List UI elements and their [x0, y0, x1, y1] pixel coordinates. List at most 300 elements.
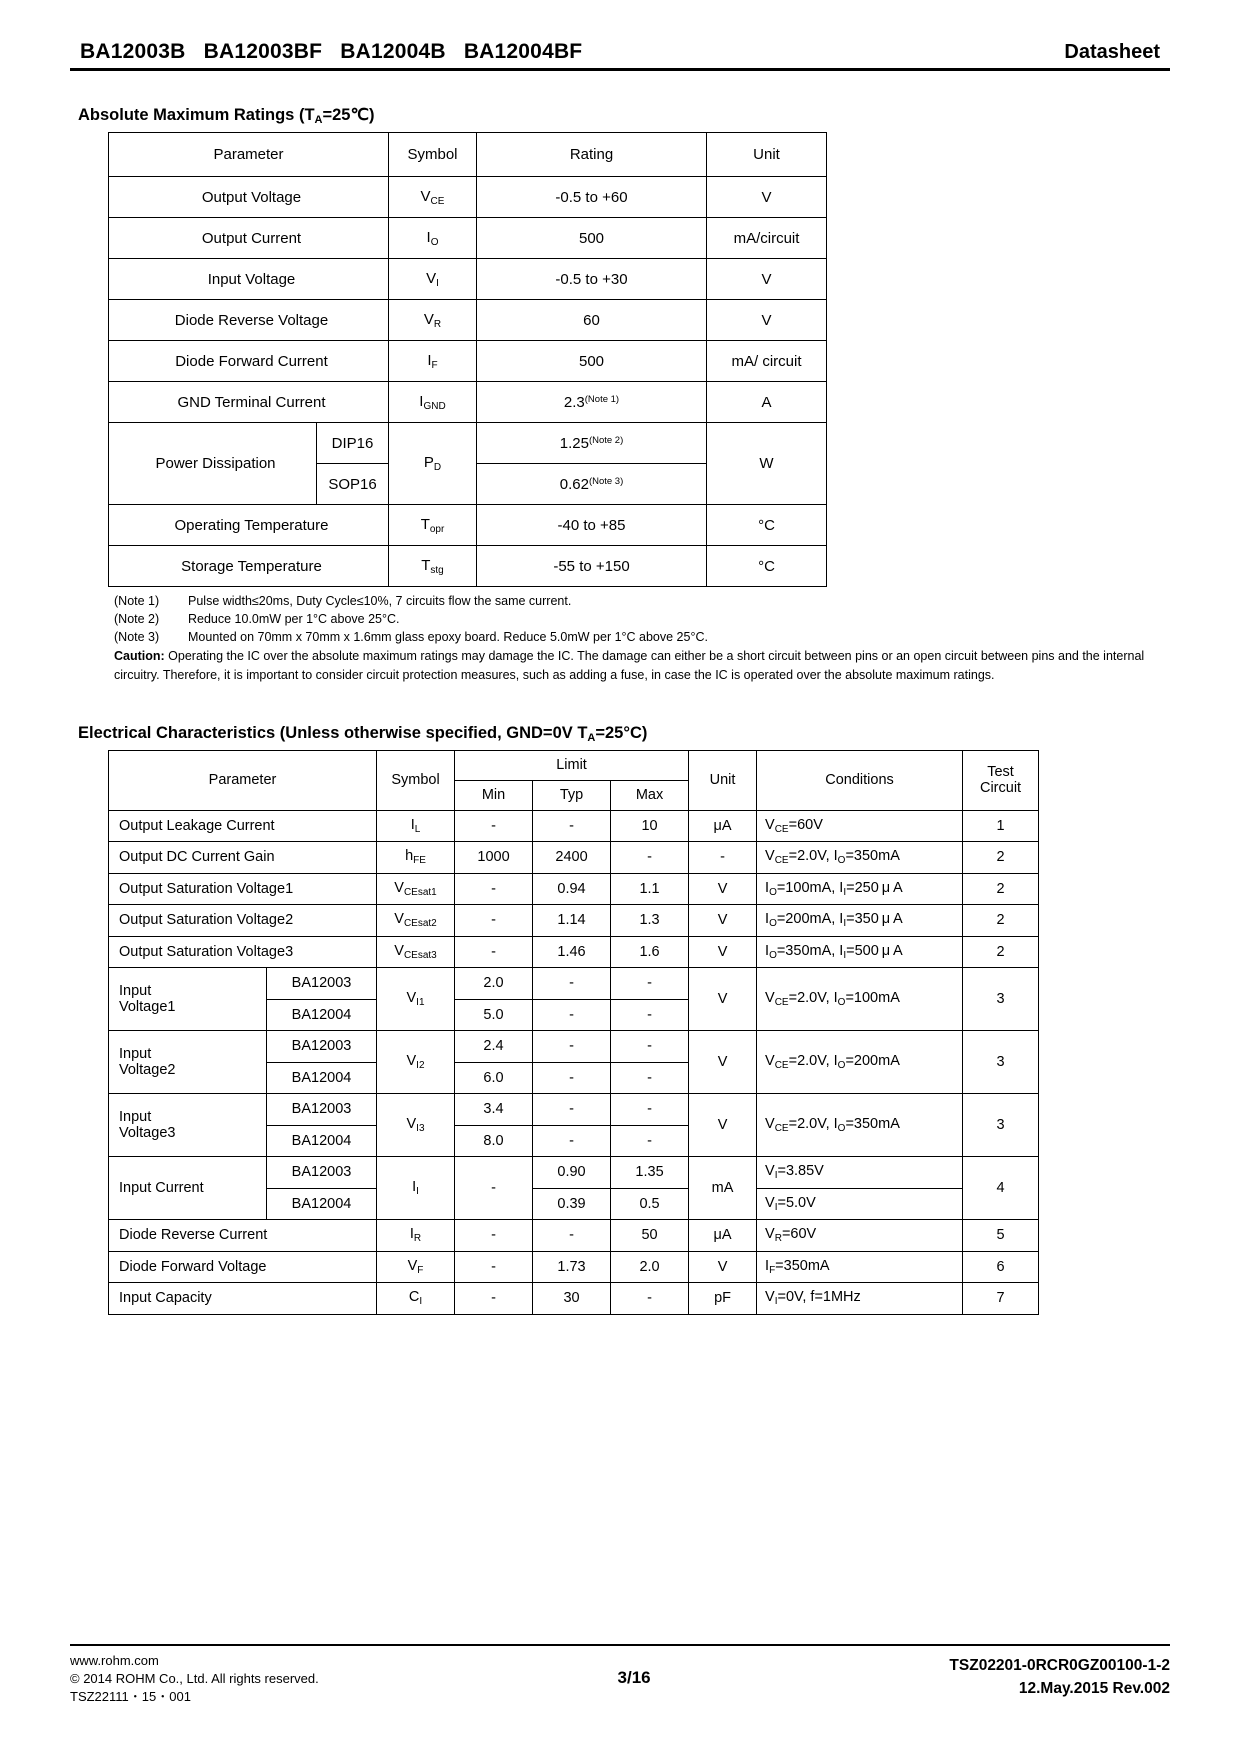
ec-test-circuit: 7	[963, 1283, 1039, 1315]
note-item	[114, 610, 1170, 628]
electrical-characteristics-title	[78, 724, 1170, 744]
cond-text: =350mA	[845, 1116, 900, 1133]
ec-variant-name: BA12003	[267, 968, 377, 1000]
ec-row	[109, 936, 1039, 968]
ec-typ: 0.39	[533, 1188, 611, 1220]
amr-row	[109, 505, 827, 546]
symbol-base: V	[406, 1053, 417, 1070]
symbol-base: V	[406, 990, 417, 1007]
amr-symbol	[389, 341, 477, 382]
part-number-list: BA12003B BA12003BF BA12004B BA12004BF	[80, 40, 583, 63]
cond-text: =200mA	[845, 1053, 900, 1070]
ec-test-circuit: 2	[963, 936, 1039, 968]
caution-note	[114, 647, 1170, 683]
amr-symbol	[389, 218, 477, 259]
ec-symbol	[377, 1251, 455, 1283]
ec-title-main: Electrical Characteristics (Unless otherwise specified, GND=0V T	[78, 723, 588, 742]
cond-text: V	[765, 848, 775, 865]
cond-text: =100mA, I	[776, 879, 844, 896]
amr-symbol	[389, 546, 477, 587]
ec-unit: V	[689, 1031, 757, 1094]
page-number: 3/16	[617, 1668, 651, 1688]
ec-row	[109, 1094, 1039, 1126]
cond-subscript: O	[837, 997, 846, 1009]
ec-typ: -	[533, 1125, 611, 1157]
ec-variant-name: BA12003	[267, 1031, 377, 1063]
ec-row	[109, 810, 1039, 842]
ec-max: 1.1	[611, 873, 689, 905]
amr-parameter: Diode Reverse Voltage	[109, 300, 389, 341]
cond-subscript: I	[774, 1201, 778, 1213]
ec-min: 6.0	[455, 1062, 533, 1094]
amr-rating: 60	[477, 300, 707, 341]
ec-typ: -	[533, 1094, 611, 1126]
amr-symbol	[389, 505, 477, 546]
header-divider	[70, 68, 1170, 71]
amr-symbol-pd	[389, 423, 477, 505]
cond-text: =100mA	[845, 990, 900, 1007]
ec-min: -	[455, 936, 533, 968]
ec-min: 2.0	[455, 968, 533, 1000]
amr-parameter: Diode Forward Current	[109, 341, 389, 382]
symbol-subscript: stg	[430, 564, 444, 576]
ec-variant-name: BA12003	[267, 1157, 377, 1189]
ec-row	[109, 905, 1039, 937]
cond-subscript: I	[774, 1296, 778, 1308]
ec-max: -	[611, 968, 689, 1000]
symbol-base: V	[394, 911, 404, 928]
ec-symbol	[377, 842, 455, 874]
ec-parameter: Output DC Current Gain	[109, 842, 377, 874]
amr-unit: V	[707, 300, 827, 341]
cond-text: V	[765, 1194, 775, 1211]
ec-test-circuit: 2	[963, 842, 1039, 874]
amr-row-power-dissipation-dip	[109, 423, 827, 464]
ec-conditions	[757, 1188, 963, 1220]
ec-min: -	[455, 810, 533, 842]
ec-test-circuit: 5	[963, 1220, 1039, 1252]
caution-label: Caution:	[114, 649, 165, 664]
amr-rating: $2.3^{(Note 1)}$	[477, 382, 707, 423]
note-text: Mounted on 70mm x 70mm x 1.6mm glass epoxy board. Reduce 5.0mW per 1°C above 25°C.	[188, 630, 708, 645]
symbol-base: h	[405, 848, 414, 865]
ec-variant-name: BA12004	[267, 999, 377, 1031]
amr-row	[109, 177, 827, 218]
ec-row	[109, 842, 1039, 874]
ec-max: 2.0	[611, 1251, 689, 1283]
symbol-subscript: R	[413, 1233, 422, 1245]
footer-divider	[70, 1644, 1170, 1646]
symbol-subscript: O	[430, 236, 439, 248]
ec-typ: 2400	[533, 842, 611, 874]
ec-parameter: Output Saturation Voltage2	[109, 905, 377, 937]
ec-unit: V	[689, 905, 757, 937]
ec-col-max: Max	[611, 780, 689, 810]
ec-conditions	[757, 873, 963, 905]
symbol-base: V	[407, 1257, 418, 1274]
cond-text: V	[765, 1053, 775, 1070]
ec-min: 8.0	[455, 1125, 533, 1157]
caution-text: Operating the IC over the absolute maximum ratings may damage the IC. The damage can either be a short circuit between pins or an open circuit between pins and the internal circuitry. Therefore, it is important to consider circuit protection measures, such as adding a fuse, in case the IC is operated over the absolute maximum ratings.	[114, 649, 1145, 682]
symbol-subscript: FE	[413, 855, 426, 867]
ec-max: -	[611, 1125, 689, 1157]
micro-sign: μ	[878, 942, 893, 959]
amr-row	[109, 259, 827, 300]
amr-package-dip16: DIP16	[317, 423, 389, 464]
amr-unit: V	[707, 177, 827, 218]
cond-text: =2.0V, I	[788, 1053, 838, 1070]
ec-row	[109, 1251, 1039, 1283]
absolute-max-notes	[114, 592, 1170, 684]
ec-typ: -	[533, 810, 611, 842]
cond-text: V	[765, 1116, 775, 1133]
ec-test-circuit: 6	[963, 1251, 1039, 1283]
symbol-subscript: F	[417, 1264, 424, 1276]
ec-parameter: Diode Forward Voltage	[109, 1251, 377, 1283]
ec-symbol	[377, 873, 455, 905]
cond-text: I	[765, 911, 770, 928]
amr-col-unit: Unit	[707, 133, 827, 177]
cond-text: =60V	[781, 1226, 817, 1243]
symbol-base: I	[409, 1226, 414, 1243]
amr-rating-sop16: $0.62^{(Note 3)}$	[477, 464, 707, 505]
symbol-base: T	[421, 556, 431, 574]
ec-max: -	[611, 999, 689, 1031]
ec-typ: 30	[533, 1283, 611, 1315]
amr-rating: -0.5 to +60	[477, 177, 707, 218]
cond-subscript: O	[769, 949, 777, 961]
amr-title-rest: =25℃)	[322, 106, 375, 124]
symbol-subscript: I1	[416, 997, 425, 1009]
amr-row	[109, 546, 827, 587]
ec-conditions	[757, 1220, 963, 1252]
ec-test-circuit: 3	[963, 1031, 1039, 1094]
cond-text: =500	[846, 942, 879, 959]
ec-unit: pF	[689, 1283, 757, 1315]
ec-unit: V	[689, 968, 757, 1031]
ec-conditions	[757, 842, 963, 874]
symbol-subscript: CEsat1	[403, 886, 437, 898]
symbol-subscript: opr	[429, 523, 445, 535]
ec-test-circuit: 2	[963, 905, 1039, 937]
ec-typ: 1.14	[533, 905, 611, 937]
ec-variant-name: BA12004	[267, 1125, 377, 1157]
ec-symbol	[377, 1220, 455, 1252]
amr-col-symbol: Symbol	[389, 133, 477, 177]
ec-parameter: Output Saturation Voltage3	[109, 936, 377, 968]
symbol-subscript: I2	[416, 1060, 425, 1072]
document-type-label: Datasheet	[1064, 41, 1160, 63]
amr-col-parameter: Parameter	[109, 133, 389, 177]
footer-right-block	[949, 1652, 1170, 1701]
ec-test-circuit: 3	[963, 968, 1039, 1031]
rohm-website[interactable]: www.rohm.com	[70, 1653, 159, 1669]
cond-subscript: CE	[774, 823, 789, 835]
amr-row	[109, 300, 827, 341]
ec-conditions	[757, 905, 963, 937]
ec-header-row-1	[109, 750, 1039, 780]
ec-min: -	[455, 905, 533, 937]
ec-min: -	[455, 1157, 533, 1220]
ec-conditions	[757, 1251, 963, 1283]
amr-package-sop16: SOP16	[317, 464, 389, 505]
amr-unit: A	[707, 382, 827, 423]
ec-row	[109, 1220, 1039, 1252]
symbol-subscript: L	[414, 823, 421, 835]
cond-subscript: I	[774, 1170, 778, 1182]
page-footer	[70, 1644, 1170, 1706]
cond-text: =250	[846, 879, 879, 896]
ec-min: 1000	[455, 842, 533, 874]
cond-subscript: I	[843, 949, 847, 961]
ec-conditions	[757, 1094, 963, 1157]
document-id: TSZ02201-0RCR0GZ00100-1-2	[949, 1657, 1170, 1675]
cond-text: I	[765, 942, 770, 959]
cond-text: =350mA	[775, 1257, 830, 1274]
cond-text: =0V, f=1MHz	[777, 1289, 861, 1306]
cond-subscript: O	[769, 886, 777, 898]
symbol-subscript: GND	[423, 400, 446, 412]
ec-symbol	[377, 905, 455, 937]
symbol-subscript: CEsat3	[403, 949, 437, 961]
ec-unit: V	[689, 936, 757, 968]
ec-typ: 1.73	[533, 1251, 611, 1283]
ec-parameter: Output Leakage Current	[109, 810, 377, 842]
ec-min: -	[455, 1220, 533, 1252]
ec-min: 3.4	[455, 1094, 533, 1126]
symbol-base: I	[410, 816, 415, 833]
symbol-base: C	[408, 1289, 420, 1306]
ec-conditions	[757, 810, 963, 842]
ec-variant-name: BA12004	[267, 1188, 377, 1220]
cond-text: I	[765, 879, 770, 896]
cond-text: =350mA	[845, 848, 900, 865]
page-header	[70, 40, 1170, 68]
tsz-code: TSZ22111・15・001	[70, 1689, 191, 1705]
ec-parameter: Input Current	[109, 1157, 267, 1220]
cond-text: V	[765, 1226, 775, 1243]
ec-symbol	[377, 1094, 455, 1157]
symbol-subscript: CEsat2	[403, 918, 437, 930]
amr-unit: °C	[707, 505, 827, 546]
cond-subscript: CE	[774, 855, 789, 867]
ec-test-circuit: 2	[963, 873, 1039, 905]
amr-rating-note: (Note 2)	[588, 434, 624, 446]
cond-text: V	[765, 1163, 775, 1180]
micro-sign: μ	[878, 911, 893, 928]
absolute-max-ratings-title	[78, 105, 1170, 126]
symbol-subscript: I	[419, 1296, 423, 1308]
ec-unit: V	[689, 1094, 757, 1157]
note-item	[114, 628, 1170, 646]
symbol-subscript: I	[436, 277, 439, 289]
ec-min: -	[455, 1283, 533, 1315]
ec-variant-name: BA12003	[267, 1094, 377, 1126]
cond-text: =350	[846, 911, 879, 928]
symbol-base: P	[423, 454, 434, 471]
ec-conditions	[757, 1283, 963, 1315]
ec-typ: 0.94	[533, 873, 611, 905]
ec-unit: V	[689, 1251, 757, 1283]
amr-parameter: Output Voltage	[109, 177, 389, 218]
amr-unit: V	[707, 259, 827, 300]
ec-typ: 0.90	[533, 1157, 611, 1189]
ec-col-min: Min	[455, 780, 533, 810]
ec-row	[109, 873, 1039, 905]
amr-row	[109, 218, 827, 259]
symbol-base: I	[412, 1179, 417, 1196]
ec-row	[109, 968, 1039, 1000]
cond-subscript: O	[769, 918, 777, 930]
amr-rating: -40 to +85	[477, 505, 707, 546]
ec-unit: mA	[689, 1157, 757, 1220]
note-label: (Note 2)	[114, 612, 160, 627]
cond-text: A	[892, 911, 903, 928]
amr-header-row	[109, 133, 827, 177]
ec-unit: μA	[689, 810, 757, 842]
micro-sign: μ	[878, 879, 893, 896]
absolute-maximum-ratings-table	[108, 132, 827, 587]
electrical-characteristics-table	[108, 750, 1039, 1315]
ec-unit: V	[689, 873, 757, 905]
amr-rating: -0.5 to +30	[477, 259, 707, 300]
amr-rating: 500	[477, 218, 707, 259]
amr-symbol	[389, 300, 477, 341]
symbol-base: V	[426, 269, 437, 287]
symbol-base: V	[423, 310, 434, 328]
ec-max: -	[611, 1031, 689, 1063]
ec-max: -	[611, 842, 689, 874]
ec-min: 2.4	[455, 1031, 533, 1063]
amr-col-rating: Rating	[477, 133, 707, 177]
amr-title-main: Absolute Maximum Ratings (T	[78, 106, 315, 124]
ec-symbol	[377, 968, 455, 1031]
ec-max: -	[611, 1062, 689, 1094]
ec-typ: -	[533, 1031, 611, 1063]
ec-col-typ: Typ	[533, 780, 611, 810]
ec-parameter: Input Voltage1	[109, 968, 267, 1031]
amr-symbol	[389, 259, 477, 300]
ec-max: 1.3	[611, 905, 689, 937]
cond-text: I	[765, 1257, 770, 1274]
ec-max: 1.35	[611, 1157, 689, 1189]
ec-test-circuit: 3	[963, 1094, 1039, 1157]
ec-col-unit: Unit	[689, 750, 757, 810]
document-revision: 12.May.2015 Rev.002	[1018, 1680, 1170, 1698]
ec-unit: μA	[689, 1220, 757, 1252]
amr-unit: mA/ circuit	[707, 341, 827, 382]
amr-unit: mA/circuit	[707, 218, 827, 259]
cond-subscript: F	[769, 1264, 776, 1276]
ec-col-symbol: Symbol	[377, 750, 455, 810]
cond-subscript: O	[837, 855, 846, 867]
cond-text: =2.0V, I	[788, 848, 838, 865]
footer-left-block	[70, 1652, 319, 1706]
note-label: (Note 3)	[114, 630, 160, 645]
symbol-subscript: I3	[416, 1123, 425, 1135]
ec-parameter: Input Voltage2	[109, 1031, 267, 1094]
amr-rating-dip16: $1.25^{(Note 2)}$	[477, 423, 707, 464]
amr-symbol	[389, 382, 477, 423]
ec-variant-name: BA12004	[267, 1062, 377, 1094]
amr-rating: -55 to +150	[477, 546, 707, 587]
note-label: (Note 1)	[114, 594, 160, 608]
ec-col-test-circuit: Test Circuit	[963, 750, 1039, 810]
amr-parameter-power-dissipation: Power Dissipation	[109, 423, 317, 505]
ec-max: 1.6	[611, 936, 689, 968]
ec-conditions	[757, 968, 963, 1031]
note-text: Reduce 10.0mW per 1°C above 25°C.	[188, 612, 400, 627]
symbol-subscript: CE	[430, 195, 445, 207]
cond-subscript: R	[774, 1233, 782, 1245]
ec-conditions	[757, 1031, 963, 1094]
cond-text: =350mA, I	[776, 942, 844, 959]
cond-subscript: O	[837, 1123, 846, 1135]
ec-min: -	[455, 1251, 533, 1283]
symbol-base: V	[394, 879, 404, 896]
ec-symbol	[377, 1031, 455, 1094]
copyright-notice: © 2014 ROHM Co., Ltd. All rights reserved.	[70, 1671, 319, 1687]
cond-text: A	[892, 942, 903, 959]
ec-title-sub: A	[587, 731, 596, 744]
cond-subscript: CE	[774, 1123, 789, 1135]
ec-symbol	[377, 810, 455, 842]
cond-subscript: I	[843, 886, 847, 898]
cond-subscript: O	[837, 1060, 846, 1072]
ec-conditions	[757, 936, 963, 968]
ec-col-parameter: Parameter	[109, 750, 377, 810]
cond-text: =5.0V	[777, 1194, 816, 1211]
amr-parameter: Output Current	[109, 218, 389, 259]
ec-parameter: Output Saturation Voltage1	[109, 873, 377, 905]
ec-parameter: Input Voltage3	[109, 1094, 267, 1157]
cond-text: =2.0V, I	[788, 990, 838, 1007]
ec-max: -	[611, 1094, 689, 1126]
symbol-base: V	[420, 187, 431, 205]
note-item	[114, 592, 1170, 610]
ec-typ: 1.46	[533, 936, 611, 968]
cond-text: V	[765, 990, 775, 1007]
cond-text: A	[892, 879, 903, 896]
ec-min: -	[455, 873, 533, 905]
amr-parameter: Input Voltage	[109, 259, 389, 300]
ec-typ: -	[533, 1220, 611, 1252]
amr-unit-pd: W	[707, 423, 827, 505]
symbol-base: I	[426, 228, 431, 246]
amr-parameter: Storage Temperature	[109, 546, 389, 587]
ec-symbol	[377, 936, 455, 968]
ec-typ: -	[533, 968, 611, 1000]
ec-typ: -	[533, 999, 611, 1031]
symbol-base: I	[419, 392, 424, 410]
ec-row	[109, 1157, 1039, 1189]
ec-conditions	[757, 1157, 963, 1189]
ec-col-limit: Limit	[455, 750, 689, 780]
amr-parameter: GND Terminal Current	[109, 382, 389, 423]
ec-typ: -	[533, 1062, 611, 1094]
cond-text: V	[765, 1289, 775, 1306]
cond-text: =3.85V	[777, 1163, 824, 1180]
ec-row	[109, 1031, 1039, 1063]
symbol-subscript: R	[433, 318, 442, 330]
ec-title-rest: =25°C)	[595, 723, 648, 742]
ec-parameter: Input Capacity	[109, 1283, 377, 1315]
ec-max: -	[611, 1283, 689, 1315]
ec-min: 5.0	[455, 999, 533, 1031]
amr-row	[109, 341, 827, 382]
symbol-base: V	[406, 1116, 417, 1133]
amr-unit: °C	[707, 546, 827, 587]
